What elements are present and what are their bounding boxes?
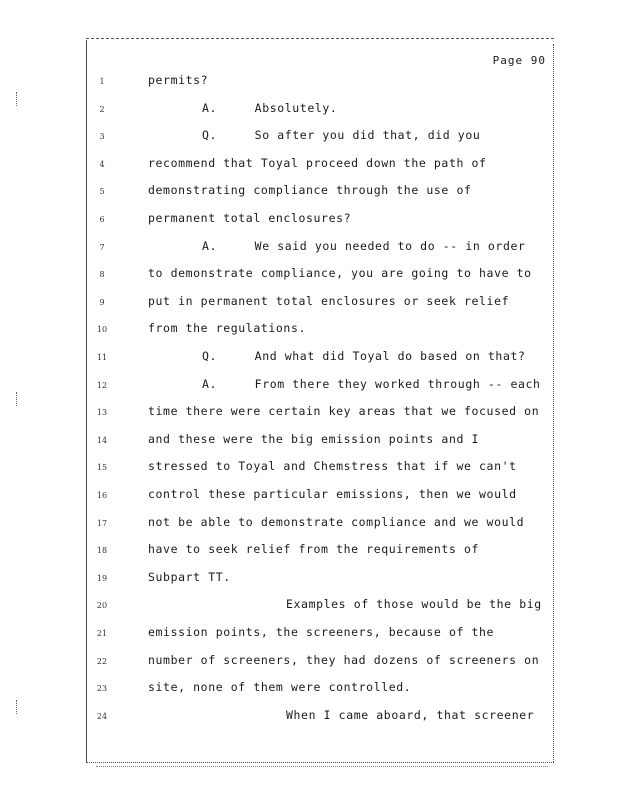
- transcript-line: [0, 208, 618, 236]
- transcript-line: [0, 291, 618, 319]
- line-text: Q. So after you did that, did you: [202, 128, 481, 143]
- line-text: control these particular emissions, then we would: [148, 487, 517, 501]
- line-number: 12: [96, 380, 108, 390]
- transcript-line: [0, 539, 618, 567]
- line-number: 17: [96, 518, 108, 528]
- transcript-line: [0, 263, 618, 291]
- line-number: 7: [99, 242, 105, 252]
- transcript-line: [0, 153, 618, 181]
- line-number: 1: [99, 77, 105, 86]
- footer-rule: [96, 766, 548, 770]
- transcript-line: [0, 567, 618, 595]
- line-text: permanent total enclosures?: [148, 211, 352, 225]
- transcript-line: [0, 125, 618, 153]
- line-text: have to seek relief from the requirements of: [148, 542, 480, 557]
- transcript-line: [0, 429, 618, 457]
- transcript-line: [0, 180, 618, 208]
- line-text: A. We said you needed to do -- in order: [202, 238, 526, 253]
- transcript-line: [0, 512, 618, 540]
- line-text: number of screeners, they had dozens of screeners on: [148, 652, 540, 667]
- line-number: 8: [99, 270, 105, 280]
- line-number: 16: [96, 491, 108, 500]
- line-number: 13: [96, 408, 108, 418]
- transcript-line: [0, 70, 618, 98]
- line-number: 18: [96, 546, 108, 556]
- line-text: to demonstrate compliance, you are going to have to: [148, 266, 532, 281]
- line-text: recommend that Toyal proceed down the path of: [148, 155, 487, 170]
- line-text: put in permanent total enclosures or seek relief: [148, 293, 510, 308]
- line-number: 14: [96, 435, 108, 445]
- line-number: 22: [96, 656, 108, 666]
- transcript-line: [0, 484, 618, 512]
- transcript-line: [0, 594, 618, 622]
- line-number: 4: [99, 159, 105, 169]
- transcript-line: [0, 346, 618, 374]
- line-number: 5: [99, 187, 105, 197]
- transcript-line: [0, 98, 618, 126]
- transcript-line: [0, 401, 618, 429]
- line-text: Q. And what did Toyal do based on that?: [202, 349, 526, 363]
- line-text: time there were certain key areas that we focused on: [148, 404, 540, 419]
- line-text: permits?: [148, 73, 209, 87]
- line-number: 23: [96, 684, 108, 694]
- line-text: When I came aboard, that screener: [286, 707, 535, 722]
- transcript-line: [0, 650, 618, 678]
- line-text: and these were the big emission points and I: [148, 431, 480, 446]
- page-border-bottom: [86, 762, 554, 763]
- line-text: demonstrating compliance through the use of: [148, 183, 472, 198]
- transcript-line: [0, 236, 618, 264]
- line-text: Examples of those would be the big: [286, 597, 542, 612]
- line-number: 11: [96, 353, 108, 362]
- line-number: 3: [99, 132, 105, 142]
- line-number: 10: [96, 325, 108, 335]
- line-text: from the regulations.: [148, 321, 306, 336]
- transcript-line: [0, 622, 618, 650]
- line-number: 15: [96, 463, 108, 473]
- page-border-top: [86, 38, 554, 39]
- transcript-line: [0, 705, 618, 733]
- line-text: site, none of them were controlled.: [148, 680, 412, 695]
- line-number: 2: [99, 104, 105, 114]
- transcript-line: [0, 677, 618, 705]
- line-number: 9: [99, 297, 105, 307]
- transcript-line: [0, 456, 618, 484]
- line-number: 24: [96, 711, 108, 721]
- line-text: not be able to demonstrate compliance and we would: [148, 514, 525, 529]
- transcript-line: [0, 374, 618, 402]
- line-number: 6: [99, 215, 105, 224]
- page-number: Page 90: [492, 54, 546, 67]
- line-number: 19: [96, 573, 108, 583]
- line-text: A. Absolutely.: [202, 100, 338, 115]
- line-text: A. From there they worked through -- each: [202, 376, 541, 391]
- transcript-line: [0, 318, 618, 346]
- line-number: 20: [96, 601, 108, 611]
- line-number: 21: [96, 629, 108, 638]
- line-text: Subpart TT.: [148, 569, 231, 584]
- line-text: stressed to Toyal and Chemstress that if we can't: [148, 459, 517, 474]
- line-text: emission points, the screeners, because of the: [148, 625, 495, 639]
